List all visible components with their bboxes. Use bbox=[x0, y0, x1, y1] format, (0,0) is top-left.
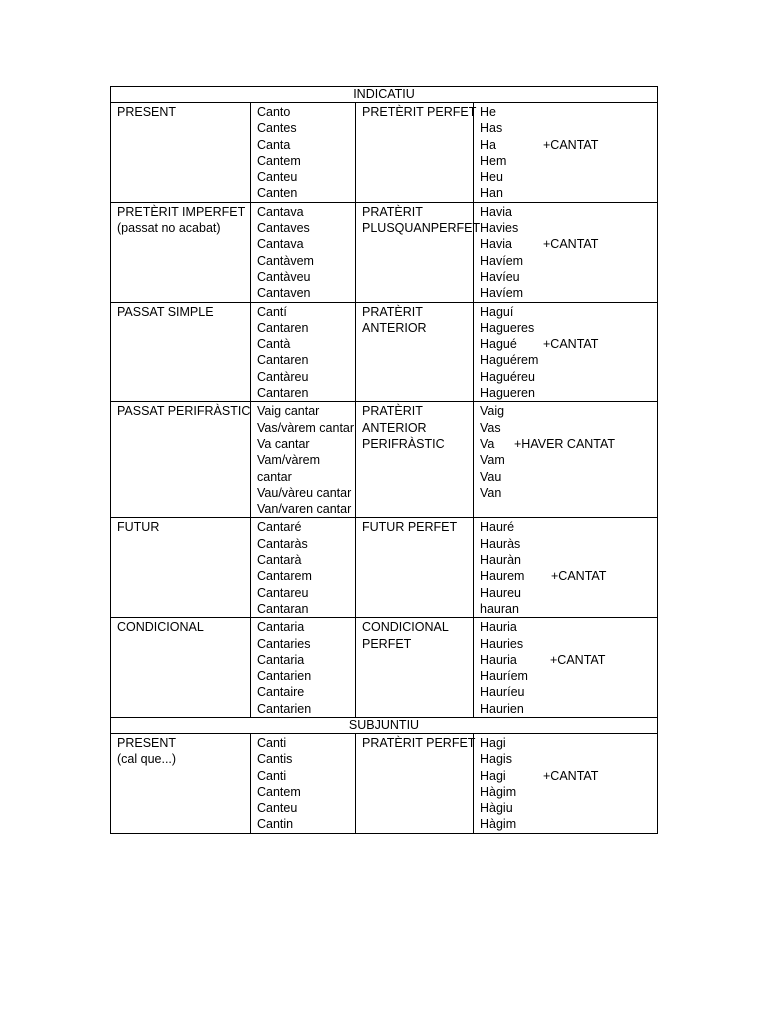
tense-line: PRETÈRIT IMPERFET bbox=[117, 204, 246, 219]
aux-form-line bbox=[480, 768, 651, 784]
verb-form: Cantaran bbox=[257, 601, 309, 616]
aux-form: Hauràs bbox=[480, 536, 521, 551]
tense-line: PRATÈRIT PERFET bbox=[362, 735, 476, 750]
tense-name bbox=[111, 302, 251, 402]
aux-form: Vau bbox=[480, 469, 502, 484]
verb-form: Va cantar bbox=[257, 436, 310, 451]
auxiliary-forms bbox=[474, 302, 658, 402]
verb-form: Canto bbox=[257, 105, 291, 119]
verb-form: Cantaves bbox=[257, 221, 310, 236]
verb-form: Cantí bbox=[257, 304, 287, 319]
verb-form: Cantarien bbox=[257, 669, 312, 684]
participle-marker: +CANTAT bbox=[550, 652, 606, 667]
tense-name bbox=[111, 733, 251, 833]
tense-line: ANTERIOR bbox=[362, 420, 427, 435]
verb-form: Cantem bbox=[257, 153, 301, 168]
aux-form: Vas bbox=[480, 420, 501, 435]
aux-form-line bbox=[480, 137, 651, 153]
verb-form: Cantava bbox=[257, 204, 304, 219]
tense-line: CONDICIONAL bbox=[362, 620, 449, 635]
verb-form: Cantin bbox=[257, 817, 294, 832]
aux-form: Vam bbox=[480, 453, 505, 468]
verb-form: Cantem bbox=[257, 784, 301, 799]
aux-form: Hagi bbox=[480, 768, 506, 783]
aux-form: Havíem bbox=[480, 253, 524, 268]
verb-form: Canti bbox=[257, 735, 287, 750]
aux-form: Haurien bbox=[480, 701, 524, 716]
compound-tense-name bbox=[356, 618, 474, 718]
aux-form: Va bbox=[480, 436, 495, 451]
verb-form: Canti bbox=[257, 768, 287, 783]
tense-line: PERFET bbox=[362, 636, 412, 651]
aux-form: Heu bbox=[480, 170, 503, 185]
simple-forms bbox=[251, 202, 356, 302]
table-row bbox=[111, 202, 658, 302]
aux-form: Hem bbox=[480, 153, 507, 168]
verb-form: Cantaré bbox=[257, 520, 302, 535]
tense-name bbox=[111, 202, 251, 302]
tense-name bbox=[111, 618, 251, 718]
aux-form: Haureu bbox=[480, 585, 521, 600]
participle-marker: +HAVER CANTAT bbox=[514, 436, 616, 451]
aux-form: Hagué bbox=[480, 337, 517, 352]
aux-form: Hauria bbox=[480, 652, 517, 667]
aux-form: He bbox=[480, 105, 496, 119]
simple-forms bbox=[251, 618, 356, 718]
aux-form: Hàgim bbox=[480, 817, 517, 832]
verb-form: Cantes bbox=[257, 121, 297, 136]
verb-form: Vas/vàrem cantar bbox=[257, 420, 355, 435]
tense-name bbox=[111, 103, 251, 203]
tense-line: PASSAT SIMPLE bbox=[117, 304, 214, 319]
verb-form: Canta bbox=[257, 137, 291, 152]
tense-line: PRESENT bbox=[117, 735, 177, 750]
participle-marker: +CANTAT bbox=[543, 768, 599, 783]
aux-form: Haguí bbox=[480, 304, 514, 319]
table-row bbox=[111, 618, 658, 718]
aux-form: Vaig bbox=[480, 404, 505, 419]
simple-forms bbox=[251, 733, 356, 833]
verb-form: Cantarà bbox=[257, 553, 302, 568]
table-row bbox=[111, 518, 658, 618]
auxiliary-forms bbox=[474, 202, 658, 302]
auxiliary-forms bbox=[474, 402, 658, 518]
tense-line: PRATÈRIT bbox=[362, 204, 423, 219]
participle-marker: +CANTAT bbox=[551, 569, 607, 584]
auxiliary-forms bbox=[474, 518, 658, 618]
tense-line: (cal que...) bbox=[117, 752, 177, 767]
aux-form: Hagueren bbox=[480, 386, 535, 401]
verb-form: Vaig cantar bbox=[257, 404, 320, 419]
aux-form: Hagueres bbox=[480, 320, 535, 335]
tense-line: FUTUR bbox=[117, 520, 160, 535]
tense-line: PRATÈRIT bbox=[362, 404, 423, 419]
verb-form: Cantarem bbox=[257, 569, 312, 584]
aux-form: Haguérem bbox=[480, 353, 539, 368]
verb-form: Vau/vàreu cantar bbox=[257, 485, 352, 500]
aux-form: Hauré bbox=[480, 520, 515, 535]
aux-form: Hàgiu bbox=[480, 801, 513, 816]
verb-form: Cantareu bbox=[257, 585, 309, 600]
aux-form: hauran bbox=[480, 601, 519, 616]
aux-form-line bbox=[480, 336, 651, 352]
table-row bbox=[111, 302, 658, 402]
tense-line: ANTERIOR bbox=[362, 320, 427, 335]
participle-marker: +CANTAT bbox=[543, 137, 599, 152]
aux-form: Hagis bbox=[480, 752, 512, 767]
simple-forms bbox=[251, 302, 356, 402]
aux-form: Havia bbox=[480, 204, 512, 219]
auxiliary-forms bbox=[474, 103, 658, 203]
tense-name bbox=[111, 402, 251, 518]
tense-line: FUTUR PERFET bbox=[362, 520, 458, 535]
auxiliary-forms bbox=[474, 733, 658, 833]
aux-form: Haguéreu bbox=[480, 369, 535, 384]
verb-form: Vam/vàrem cantar bbox=[257, 453, 320, 484]
tense-line: (passat no acabat) bbox=[117, 221, 221, 236]
aux-form: Hauríem bbox=[480, 669, 528, 684]
aux-form-line bbox=[480, 436, 651, 452]
tense-line: PRETÈRIT PERFET bbox=[362, 105, 477, 119]
indicatiu-header: INDICATIU bbox=[111, 87, 658, 103]
tense-line: PRESENT bbox=[117, 105, 177, 119]
compound-tense-name bbox=[356, 402, 474, 518]
aux-form: Hauríeu bbox=[480, 685, 525, 700]
compound-tense-name bbox=[356, 733, 474, 833]
verb-form: Cantaràs bbox=[257, 536, 308, 551]
simple-forms bbox=[251, 402, 356, 518]
aux-form: Ha bbox=[480, 137, 496, 152]
participle-marker: +CANTAT bbox=[543, 237, 599, 252]
verb-form: Cantaren bbox=[257, 353, 309, 368]
tense-name bbox=[111, 518, 251, 618]
simple-forms bbox=[251, 518, 356, 618]
aux-form: Van bbox=[480, 485, 502, 500]
compound-tense-name bbox=[356, 103, 477, 203]
conjugation-table bbox=[110, 86, 658, 834]
verb-form: Cantaren bbox=[257, 320, 309, 335]
aux-form: Havíeu bbox=[480, 269, 520, 284]
tense-line: CONDICIONAL bbox=[117, 620, 204, 635]
aux-form: Haurem bbox=[480, 569, 525, 584]
aux-form: Hauria bbox=[480, 620, 517, 635]
verb-form: Canteu bbox=[257, 170, 298, 185]
verb-form: Cantava bbox=[257, 237, 304, 252]
table-row bbox=[111, 402, 658, 518]
verb-form: Cantaren bbox=[257, 386, 309, 401]
verb-form: Van/varen cantar bbox=[257, 502, 352, 517]
compound-tense-name bbox=[356, 202, 481, 302]
aux-form-line bbox=[480, 652, 651, 668]
verb-form: Cantaven bbox=[257, 286, 311, 301]
verb-form: Canten bbox=[257, 186, 298, 201]
participle-marker: +CANTAT bbox=[543, 337, 599, 352]
aux-form: Havies bbox=[480, 221, 519, 236]
aux-form: Hagi bbox=[480, 735, 506, 750]
aux-form: Han bbox=[480, 186, 503, 201]
verb-form: Cantàvem bbox=[257, 253, 314, 268]
aux-form: Has bbox=[480, 121, 503, 136]
aux-form-line bbox=[480, 568, 651, 584]
verb-form: Cantaries bbox=[257, 636, 311, 651]
verb-form: Cantarien bbox=[257, 701, 312, 716]
tense-line: PRATÈRIT bbox=[362, 304, 423, 319]
aux-form: Hauràn bbox=[480, 553, 521, 568]
aux-form-line bbox=[480, 236, 651, 252]
verb-form: Cantaire bbox=[257, 685, 305, 700]
subjuntiu-header: SUBJUNTIU bbox=[111, 717, 658, 733]
table-row bbox=[111, 103, 658, 203]
indicatiu-header-row bbox=[111, 87, 658, 103]
auxiliary-forms bbox=[474, 618, 658, 718]
aux-form: Havíem bbox=[480, 286, 524, 301]
verb-form: Cantaria bbox=[257, 652, 305, 667]
subjuntiu-header-row bbox=[111, 717, 658, 733]
table-row bbox=[111, 733, 658, 833]
tense-line: PLUSQUANPERFET bbox=[362, 221, 481, 236]
aux-form: Havia bbox=[480, 237, 512, 252]
aux-form: Hauries bbox=[480, 636, 524, 651]
verb-form: Cantaria bbox=[257, 620, 305, 635]
aux-form: Hàgim bbox=[480, 784, 517, 799]
tense-line: PASSAT PERIFRÀSTIC bbox=[117, 404, 251, 419]
simple-forms bbox=[251, 103, 356, 203]
tense-line: PERIFRÀSTIC bbox=[362, 436, 445, 451]
compound-tense-name bbox=[356, 302, 474, 402]
verb-form: Cantàveu bbox=[257, 269, 311, 284]
verb-form: Cantà bbox=[257, 337, 291, 352]
verb-form: Canteu bbox=[257, 801, 298, 816]
verb-form: Cantàreu bbox=[257, 369, 309, 384]
verb-form: Cantis bbox=[257, 752, 293, 767]
compound-tense-name bbox=[356, 518, 474, 618]
